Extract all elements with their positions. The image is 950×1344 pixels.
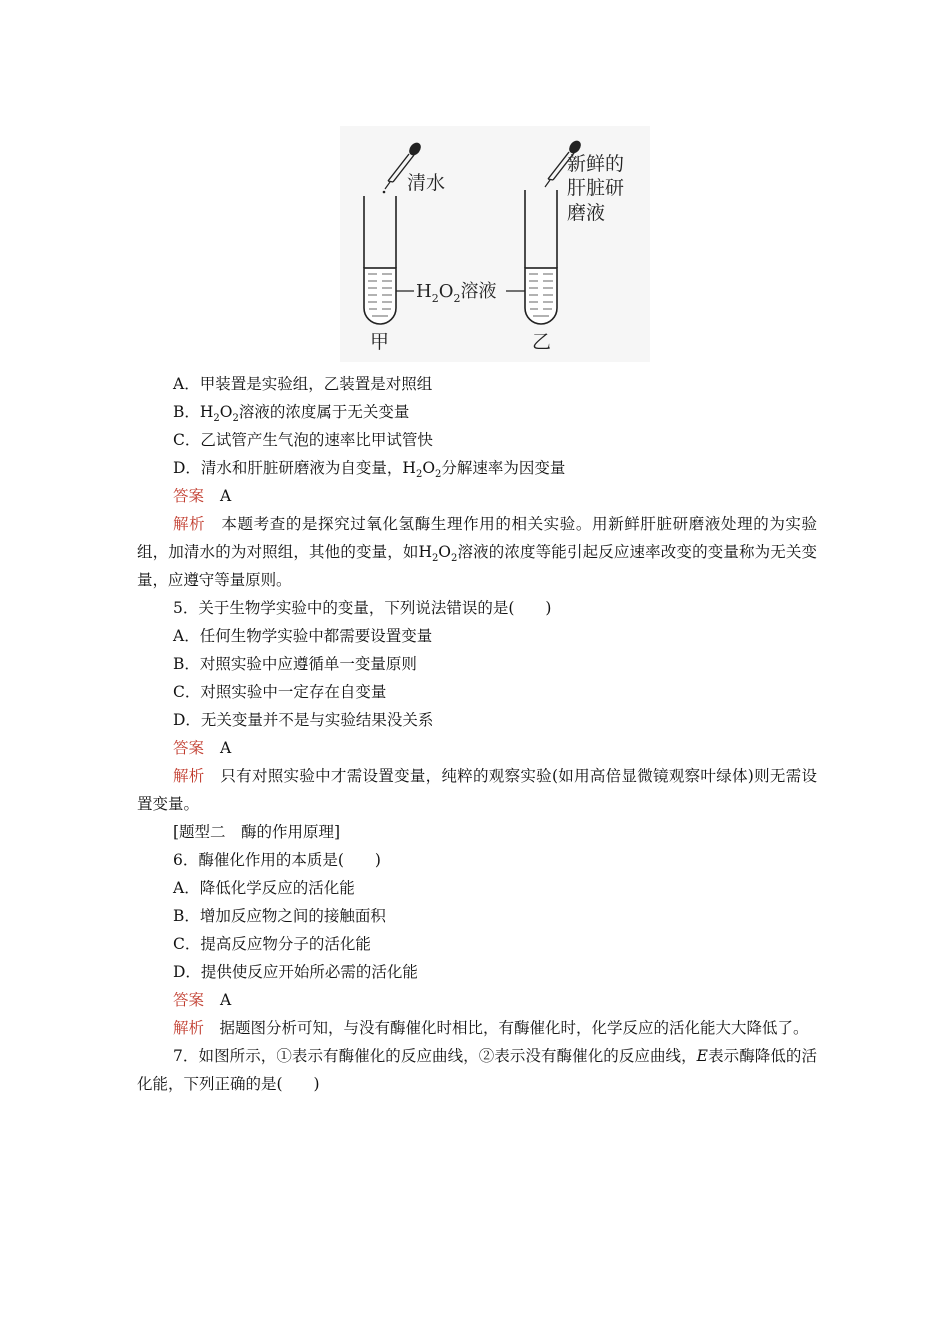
q6-answer	[137, 986, 817, 1014]
q5-option-a: A．任何生物学实验中都需要设置变量	[173, 627, 433, 645]
q4-answer	[137, 482, 817, 510]
analysis-label: 解析	[173, 515, 206, 533]
q5-option-d: D．无关变量并不是与实验结果没关系	[173, 711, 434, 729]
q5-option-b: B．对照实验中应遵循单一变量原则	[173, 655, 417, 673]
q4-option-d: D．清水和肝脏研磨液为自变量，$H_2O_2$分解速率为因变量	[173, 459, 566, 481]
right-dropper-label-line2: 肝脏研	[567, 177, 625, 199]
q4-option-c: C．乙试管产生气泡的速率比甲试管快	[173, 431, 433, 449]
experiment-figure	[340, 126, 650, 362]
test-tubes-diagram	[340, 126, 650, 362]
q6-option-a: A．降低化学反应的活化能	[173, 879, 355, 897]
right-dropper-label-line1: 新鲜的	[567, 153, 625, 175]
answer-label: 答案	[173, 991, 205, 1009]
q7-stem: 7．如图所示，①表示有酶催化的反应曲线，②表示没有酶催化的反应曲线，E表示酶降低的活化能，下列正确的是( )	[137, 1047, 817, 1093]
q6-analysis: 解析 据题图分析可知，与没有酶催化时相比，有酶催化时，化学反应的活化能大大降低了。	[173, 1019, 809, 1037]
answer-value: A	[220, 739, 232, 757]
q4-option-b: B．$H_2O_2$溶液的浓度属于无关变量	[173, 403, 410, 425]
q5-answer	[137, 734, 817, 762]
q6-stem: 6．酶催化作用的本质是( )	[173, 851, 381, 869]
q5-analysis: 解析 只有对照实验中才需设置变量，纯粹的观察实验(如用高倍显微镜观察叶绿体)则无需设置变量。	[137, 767, 817, 813]
answer-value: A	[220, 991, 232, 1009]
q6-option-b: B．增加反应物之间的接触面积	[173, 907, 386, 925]
q4-option-a: A．甲装置是实验组，乙装置是对照组	[173, 375, 433, 393]
left-dropper-label: 清水	[407, 172, 446, 194]
right-dropper-label-line3: 磨液	[567, 202, 606, 224]
answer-value: A	[220, 487, 232, 505]
solution-label: $H_2O_2$溶液	[416, 281, 497, 305]
q6-option-c: C．提高反应物分子的活化能	[173, 935, 371, 953]
question-content	[137, 370, 817, 1098]
answer-label: 答案	[173, 739, 205, 757]
analysis-label: 解析	[173, 767, 205, 785]
q6-option-d: D．提供使反应开始所必需的活化能	[173, 963, 418, 981]
answer-label: 答案	[173, 487, 205, 505]
analysis-label: 解析	[173, 1019, 205, 1037]
q5-stem: 5．关于生物学实验中的变量，下列说法错误的是( )	[173, 599, 552, 617]
right-tube-label: 乙	[532, 331, 552, 353]
left-tube-label: 甲	[370, 331, 390, 353]
q4-analysis: 解析 本题考查的是探究过氧化氢酶生理作用的相关实验。用新鲜肝脏研磨液处理的为实验组，加清水的为对照组，其他的变量，如$H_2O_2$溶液的浓度等能引起反应速率改变的变量称为无关变量，应遵守等量原则。	[137, 515, 817, 589]
q5-option-c: C．对照实验中一定存在自变量	[173, 683, 387, 701]
section-title: [题型二 酶的作用原理]	[173, 823, 341, 841]
